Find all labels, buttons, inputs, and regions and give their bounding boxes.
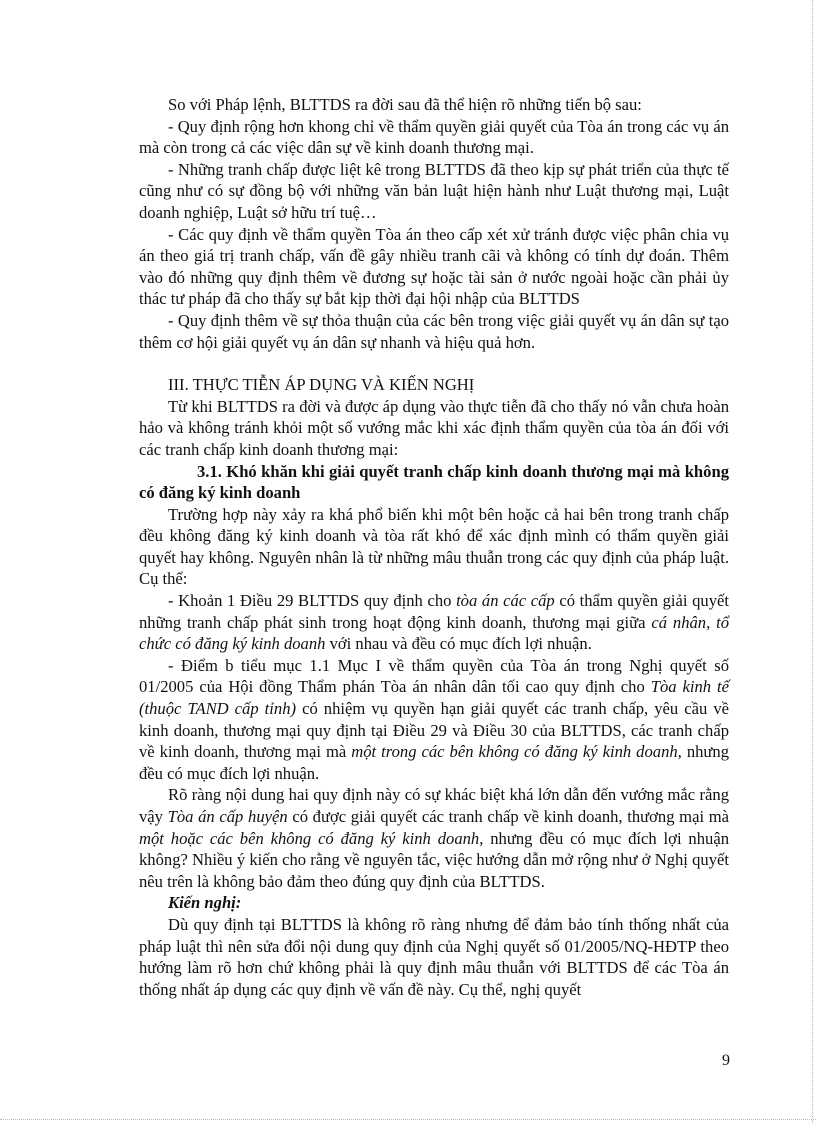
section-heading: III. THỰC TIỄN ÁP DỤNG VÀ KIẾN NGHỊ bbox=[168, 375, 475, 395]
page-border-bottom bbox=[0, 1119, 816, 1120]
document-body bbox=[139, 94, 729, 1000]
text-run: - Khoản 1 Điều 29 BLTTDS quy định cho bbox=[168, 591, 457, 611]
paragraph-resolution-01-2005 bbox=[139, 655, 729, 785]
italic-run: Tòa án cấp huyện bbox=[167, 807, 288, 826]
paragraph-point-1: - Quy định rộng hơn khong chỉ về thẩm quyền giải quyết của Tòa án trong các vụ án mà còn trong cả các việc dân sự về kinh doanh thương mại. bbox=[139, 116, 729, 158]
text-run: có thẩm quyền giải quyết những tranh chấp phát sinh trong hoạt động kinh doanh, thương mại giữa bbox=[139, 591, 730, 632]
paragraph-article-29 bbox=[139, 590, 729, 655]
paragraph-point-2: - Những tranh chấp được liệt kê trong BLTTDS đã theo kịp sự phát triển của thực tế cũng như có sự đồng bộ với những văn bản luật hiện hành như Luật thương mại, Luật doanh nghiệp, Luật sở hữu trí tuệ… bbox=[139, 159, 729, 222]
paragraph-case-description: Trường hợp này xảy ra khá phổ biến khi một bên hoặc cả hai bên trong tranh chấp đều không đăng ký kinh doanh và tòa rất khó để xác định mình có thẩm quyền giải quyết hay không. Nguyên nhân là từ những mâu thuẫn trong các quy định của pháp luật. Cụ thể: bbox=[139, 504, 729, 589]
paragraph-recommendation: Dù quy định tại BLTTDS là không rõ ràng nhưng để đảm bảo tính thống nhất của pháp luật thì nên sửa đổi nội dung quy định của Nghị quyết số 01/2005/NQ-HĐTP theo hướng làm rõ hơn chứ không phải là quy định mâu thuẫn với BLTTDS để các Tòa án thống nhất áp dụng các quy định về vấn đề này. Cụ thể, nghị quyết bbox=[139, 914, 729, 999]
page-number: 9 bbox=[722, 1052, 730, 1069]
page-border-right bbox=[812, 0, 813, 1123]
paragraph-intro: So với Pháp lệnh, BLTTDS ra đời sau đã thể hiện rõ những tiến bộ sau: bbox=[168, 95, 642, 114]
text-run: nhưng đều có mục đích lợi nhuận không? Nhiều ý kiến cho rằng về nguyên tắc, việc hướng dẫn mở rộng như ở Nghị quyết nêu trên là không bảo đảm theo đúng quy định của BLTTDS. bbox=[139, 828, 729, 891]
text-run: có được giải quyết các tranh chấp về kinh doanh, thương mại mà bbox=[287, 807, 730, 826]
italic-run: một hoặc các bên không có đăng ký kinh doanh, bbox=[139, 828, 484, 848]
paragraph-section-intro: Từ khi BLTTDS ra đời và được áp dụng vào thực tiễn đã cho thấy nó vẫn chưa hoàn hảo và không tránh khỏi một số vướng mắc khi xác định thẩm quyền của tòa án đối với các tranh chấp kinh doanh thương mại: bbox=[139, 396, 729, 459]
subsection-heading: 3.1. Khó khăn khi giải quyết tranh chấp kinh doanh thương mại mà không có đăng ký kinh doanh bbox=[139, 461, 729, 503]
text-run: có nhiệm vụ quyền hạn giải quyết các tranh chấp, yêu cầu về kinh doanh, thương mại quy định tại Điều 29 và Điều 30 của BLTTDS, các tranh chấp về kinh doanh, thương mại mà bbox=[139, 699, 729, 762]
italic-run: cá nhân, tổ chức có đăng ký kinh doanh bbox=[139, 612, 729, 654]
recommendation-label: Kiến nghị: bbox=[168, 893, 242, 913]
text-run: với nhau và đều có mục đích lợi nhuận. bbox=[325, 634, 592, 654]
italic-run: tòa án các cấp bbox=[456, 591, 555, 611]
italic-run: Tòa kinh tế (thuộc TAND cấp tỉnh) bbox=[139, 677, 729, 719]
spacer bbox=[139, 353, 729, 374]
paragraph-analysis bbox=[139, 784, 729, 892]
italic-run: một trong các bên không có đăng ký kinh doanh bbox=[351, 742, 678, 762]
recommendation-label-line bbox=[139, 892, 729, 914]
text-run: Rõ ràng nội dung hai quy định này có sự khác biệt khá lớn dẫn đến vướng mắc rằng vậy bbox=[139, 785, 729, 826]
paragraph-point-3: - Các quy định về thẩm quyền Tòa án theo cấp xét xử tránh được việc phân chia vụ án theo giá trị tranh chấp, vấn đề gây nhiều tranh cãi và không có tính dự đoán. Thêm vào đó những quy định thêm về đương sự hoặc tài sản ở nước ngoài hoặc cần phải ủy thác tư pháp đã cho thấy sự bắt kịp thời đại hội nhập của BLTTDS bbox=[139, 224, 729, 309]
paragraph-point-4: - Quy định thêm về sự thỏa thuận của các bên trong việc giải quyết vụ án dân sự tạo thêm cơ hội giải quyết vụ án dân sự nhanh và hiệu quả hơn. bbox=[139, 310, 729, 352]
text-run: , nhưng đều có mục đích lợi nhuận. bbox=[139, 742, 729, 783]
text-run: - Điểm b tiểu mục 1.1 Mục I về thẩm quyền của Tòa án trong Nghị quyết số 01/2005 của Hội đồng Thẩm phán Tòa án nhân dân tối cao quy định cho bbox=[139, 655, 729, 697]
